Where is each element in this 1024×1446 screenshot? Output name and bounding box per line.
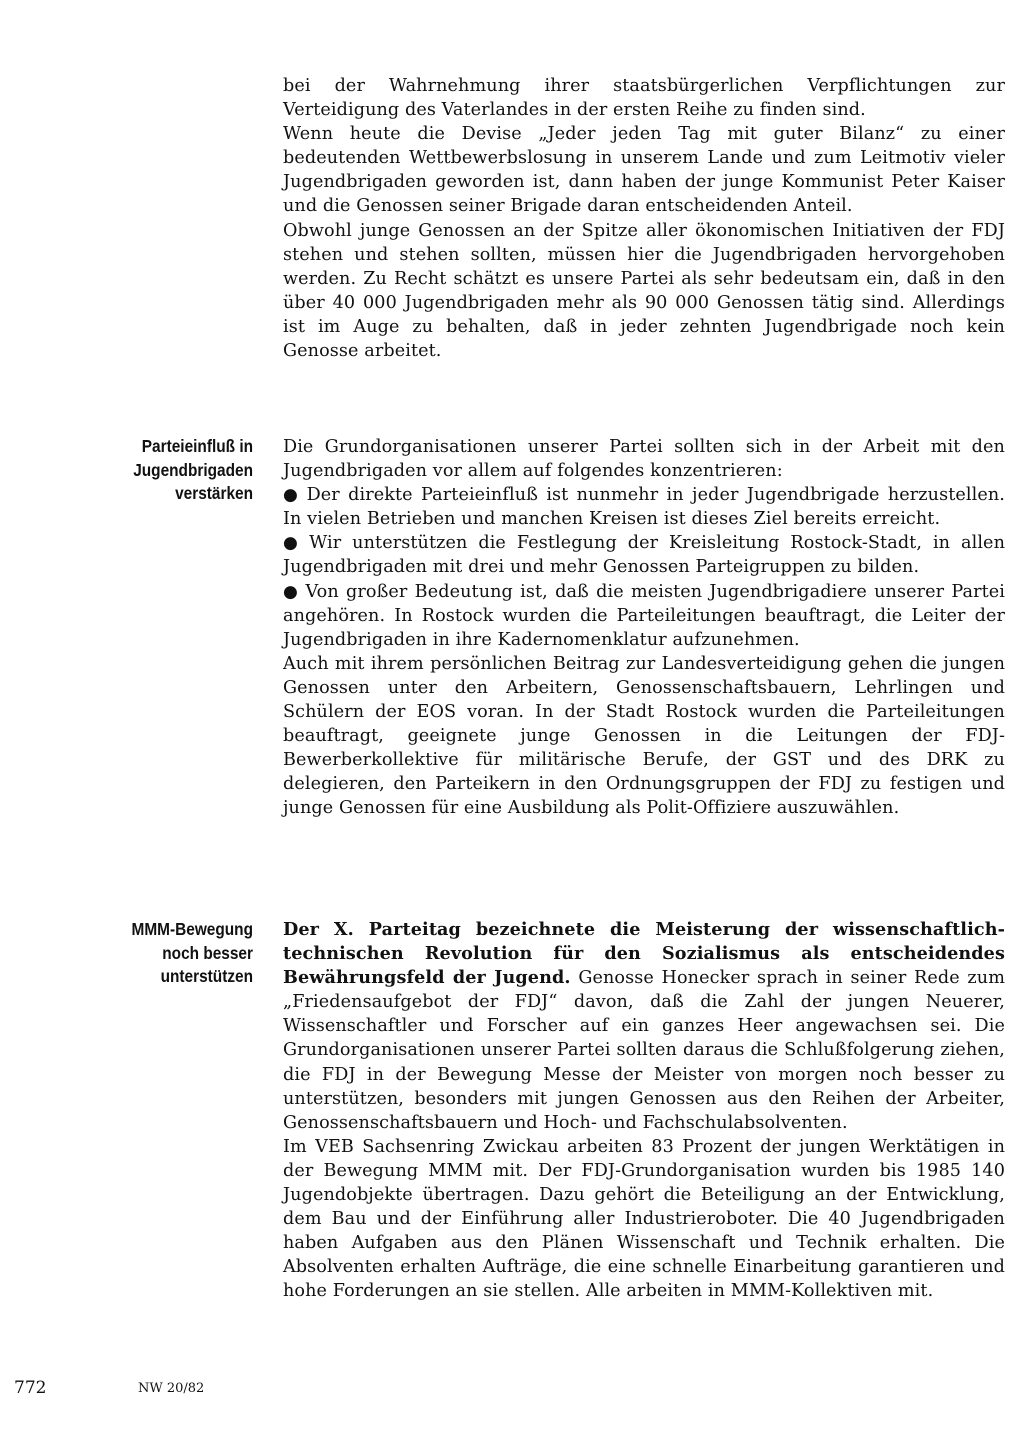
page-number: 772 bbox=[14, 1378, 47, 1398]
bullet-item bbox=[283, 483, 1005, 531]
bullet-text: Der direkte Parteieinfluß ist nunmehr in jeder Jugendbrigade herzustellen. In vielen Betrieben und manchen Kreisen ist dieses Ziel bereits erreicht. bbox=[283, 485, 1005, 530]
bold-lead-sentence: Der X. Parteitag bezeichnete die Meisterung der wissenschaftlich-technischen Revolution für den Sozialismus als entscheidendes Bewährungsfeld der Jugend. bbox=[283, 919, 1005, 989]
paragraph: Die Grundorganisationen unserer Partei sollten sich in der Arbeit mit den Jugendbrigaden vor allem auf folgendes konzentrieren: bbox=[283, 437, 1005, 482]
paragraph: Obwohl junge Genossen an der Spitze aller ökonomischen Initiativen der FDJ stehen und stehen sollten, müssen hier die Jugendbrigaden hervorgehoben werden. Zu Recht schätzt es unsere Partei als sehr bedeutsam ein, daß in den über 40 000 Jugendbrigaden mehr als 90 000 Genossen tätig sind. Allerdings ist im Auge zu behalten, daß in jeder zehnten Jugendbrigade noch kein Genosse arbeitet. bbox=[283, 220, 1005, 362]
bullet-text: Von großer Bedeutung ist, daß die meisten Jugendbrigadiere unserer Partei angehören. In Rostock wurden die Parteileitungen beauftragt, die Leiter der Jugendbrigaden in ihre Kadernomenklatur aufzunehmen. bbox=[283, 581, 1005, 650]
sidebar-heading-line: noch besser bbox=[162, 942, 253, 963]
sidebar-heading-line: Parteieinfluß in bbox=[141, 436, 253, 456]
bullet-item bbox=[283, 580, 1005, 652]
bullet-icon: ● bbox=[283, 485, 301, 506]
sidebar-heading-line: unterstützen bbox=[160, 966, 253, 986]
paragraph-text: Genosse Honecker sprach in seiner Rede zum „Friedensaufgebot der FDJ“ davon, daß die Zahl der jungen Neuerer, Wissenschaftler und Forscher auf ein ganzes Heer angewachsen sei. Die Grundorganisationen unserer Partei sollten daraus die Schlußfolgerung ziehen, die FDJ in der Bewegung Messe der Meister von morgen noch besser zu unterstützen, besonders mit jungen Genossen aus den Reihen der Arbeiter, Genossenschaftsbauern und Hoch- und Fachschulabsolventen. bbox=[283, 968, 1005, 1133]
bullet-icon: ● bbox=[283, 581, 300, 602]
sidebar-heading-line: verstärken bbox=[175, 483, 253, 503]
sidebar-heading-line: Jugendbrigaden bbox=[133, 459, 253, 480]
paragraph: bei der Wahrnehmung ihrer staatsbürgerlichen Verpflichtungen zur Verteidigung des Vaterlandes in der ersten Reihe zu finden sind. bbox=[283, 76, 1005, 121]
sidebar-heading-line: MMM-Bewegung bbox=[131, 919, 253, 939]
bullet-item bbox=[283, 531, 1005, 579]
bullet-icon: ● bbox=[283, 533, 304, 554]
paragraph: Im VEB Sachsenring Zwickau arbeiten 83 Prozent der jungen Werktätigen in der Bewegung MMM mit. Der FDJ-Grundorganisation wurden bis 1985 140 Jugendobjekte übertragen. Dazu gehört die Beteiligung an der Entwicklung, dem Bau und der Einführung aller Industrieroboter. Die 40 Jugendbrigaden haben Aufgaben aus den Plänen Wissenschaft und Technik erhalten. Die Absolventen erhalten Aufträge, die eine schnelle Einarbeitung garantieren und hohe Forderungen an sie stellen. Alle arbeiten in MMM-Kollektiven mit. bbox=[283, 1136, 1005, 1302]
sidebar-heading-mmm-movement bbox=[77, 918, 253, 989]
section-party-influence bbox=[283, 435, 1005, 821]
paragraph bbox=[283, 918, 1005, 1135]
section-intro bbox=[283, 74, 1005, 363]
bullet-text: Wir unterstützen die Festlegung der Kreisleitung Rostock-Stadt, in allen Jugendbrigaden mit drei und mehr Genossen Parteigruppen zu bilden. bbox=[283, 533, 1005, 578]
journal-reference: NW 20/82 bbox=[138, 1381, 205, 1396]
section-mmm-movement bbox=[283, 918, 1005, 1304]
paragraph: Auch mit ihrem persönlichen Beitrag zur Landesverteidigung gehen die jungen Genossen unter den Arbeitern, Genossenschaftsbauern, Lehrlingen und Schülern der EOS voran. In der Stadt Rostock wurden die Parteileitungen beauftragt, geeignete junge Genossen in die Leitungen der FDJ-Bewerberkollektive für militärische Berufe, der GST und des DRK zu delegieren, den Parteikern in den Ordnungsgruppen der FDJ zu festigen und junge Genossen für eine Ausbildung als Polit-Offiziere auszuwählen. bbox=[283, 653, 1005, 819]
paragraph: Wenn heute die Devise „Jeder jeden Tag mit guter Bilanz“ zu einer bedeutenden Wettbewerbslosung in unserem Lande und zum Leitmotiv vieler Jugendbrigaden geworden ist, dann haben der junge Kommunist Peter Kaiser und die Genossen seiner Brigade daran entscheidenden Anteil. bbox=[283, 124, 1005, 217]
sidebar-heading-party-influence bbox=[77, 435, 253, 506]
